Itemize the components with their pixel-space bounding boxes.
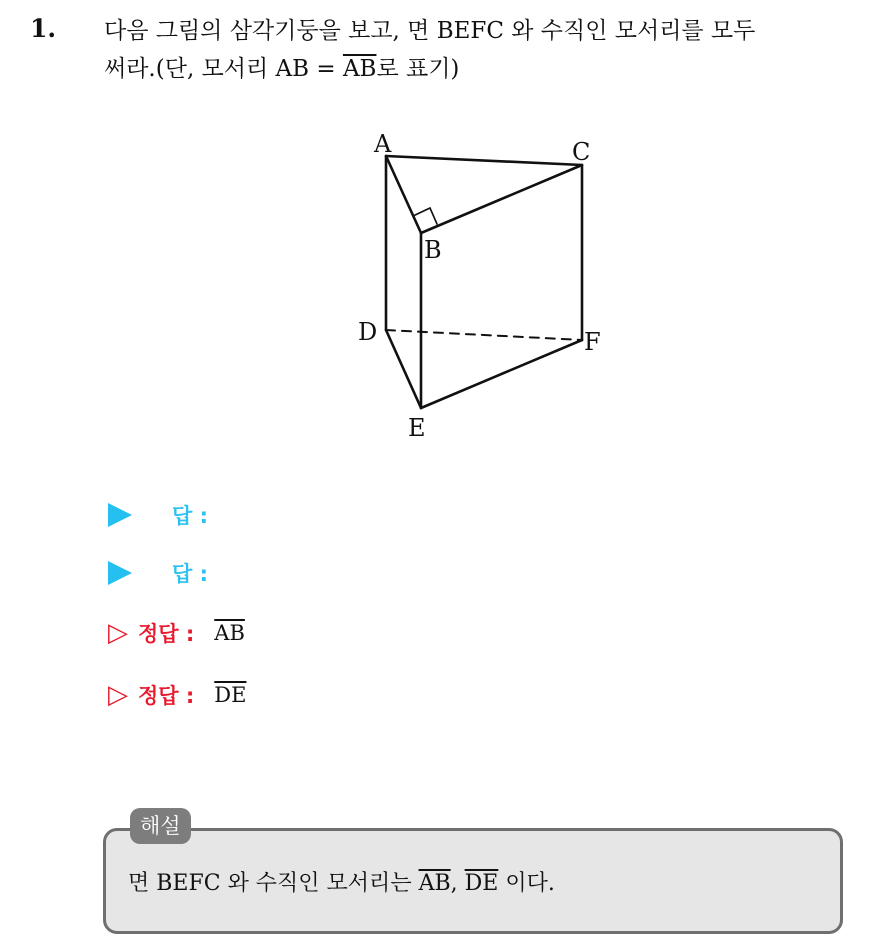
- edge-bc: [421, 165, 582, 233]
- question-line2-pre: 써라.(단, 모서리 AB =: [104, 56, 343, 82]
- correct-label: 정답 :: [138, 684, 195, 708]
- question-line2-post: 로 표기): [376, 56, 460, 82]
- answer-label: 답 :: [172, 504, 208, 528]
- answer-label: 답 :: [172, 562, 208, 586]
- label-b: B: [424, 236, 442, 264]
- label-d: D: [358, 318, 378, 346]
- answer-line-1[interactable]: [108, 500, 228, 530]
- label-a: A: [374, 130, 392, 158]
- explanation-sep: ,: [450, 871, 465, 896]
- explanation-edge-de: $\overline{DE}$: [464, 871, 499, 896]
- label-f: F: [584, 328, 601, 356]
- correct-label: 정답 :: [138, 622, 195, 646]
- explanation-edge-ab: $\overline{AB}$: [418, 871, 451, 896]
- question-line1: 다음 그림의 삼각기둥을 보고, 면 BEFC 와 수직인 모서리를 모두: [104, 18, 756, 44]
- segment-ab-notation: $\overline{AB}$: [342, 56, 377, 82]
- filled-triangle-icon: [108, 561, 132, 585]
- label-e: E: [408, 414, 426, 442]
- explanation-pre: 면 BEFC 와 수직인 모서리는: [128, 871, 419, 896]
- explanation-tag: 해설: [130, 808, 191, 844]
- correct-value: $\overline{AB}$: [214, 621, 245, 645]
- filled-triangle-icon: [108, 503, 132, 527]
- outline-triangle-icon: ▷: [108, 618, 128, 648]
- outline-triangle-icon: ▷: [108, 680, 128, 710]
- explanation-post: 이다.: [498, 871, 555, 896]
- answer-line-2[interactable]: [108, 558, 228, 588]
- question-text: [104, 12, 874, 88]
- correct-value: $\overline{DE}$: [214, 683, 247, 707]
- label-c: C: [572, 138, 591, 166]
- edge-ef: [421, 340, 582, 408]
- edge-ab: [386, 156, 421, 233]
- triangular-prism-figure: [340, 120, 620, 450]
- edge-ac: [386, 156, 582, 165]
- explanation-text: [128, 866, 555, 897]
- edge-de: [386, 330, 421, 408]
- question-number: 1.: [30, 14, 57, 43]
- edge-df-hidden: [386, 330, 582, 340]
- question-line2: [104, 50, 874, 88]
- correct-answer-1: [108, 618, 245, 648]
- correct-answer-2: [108, 680, 246, 710]
